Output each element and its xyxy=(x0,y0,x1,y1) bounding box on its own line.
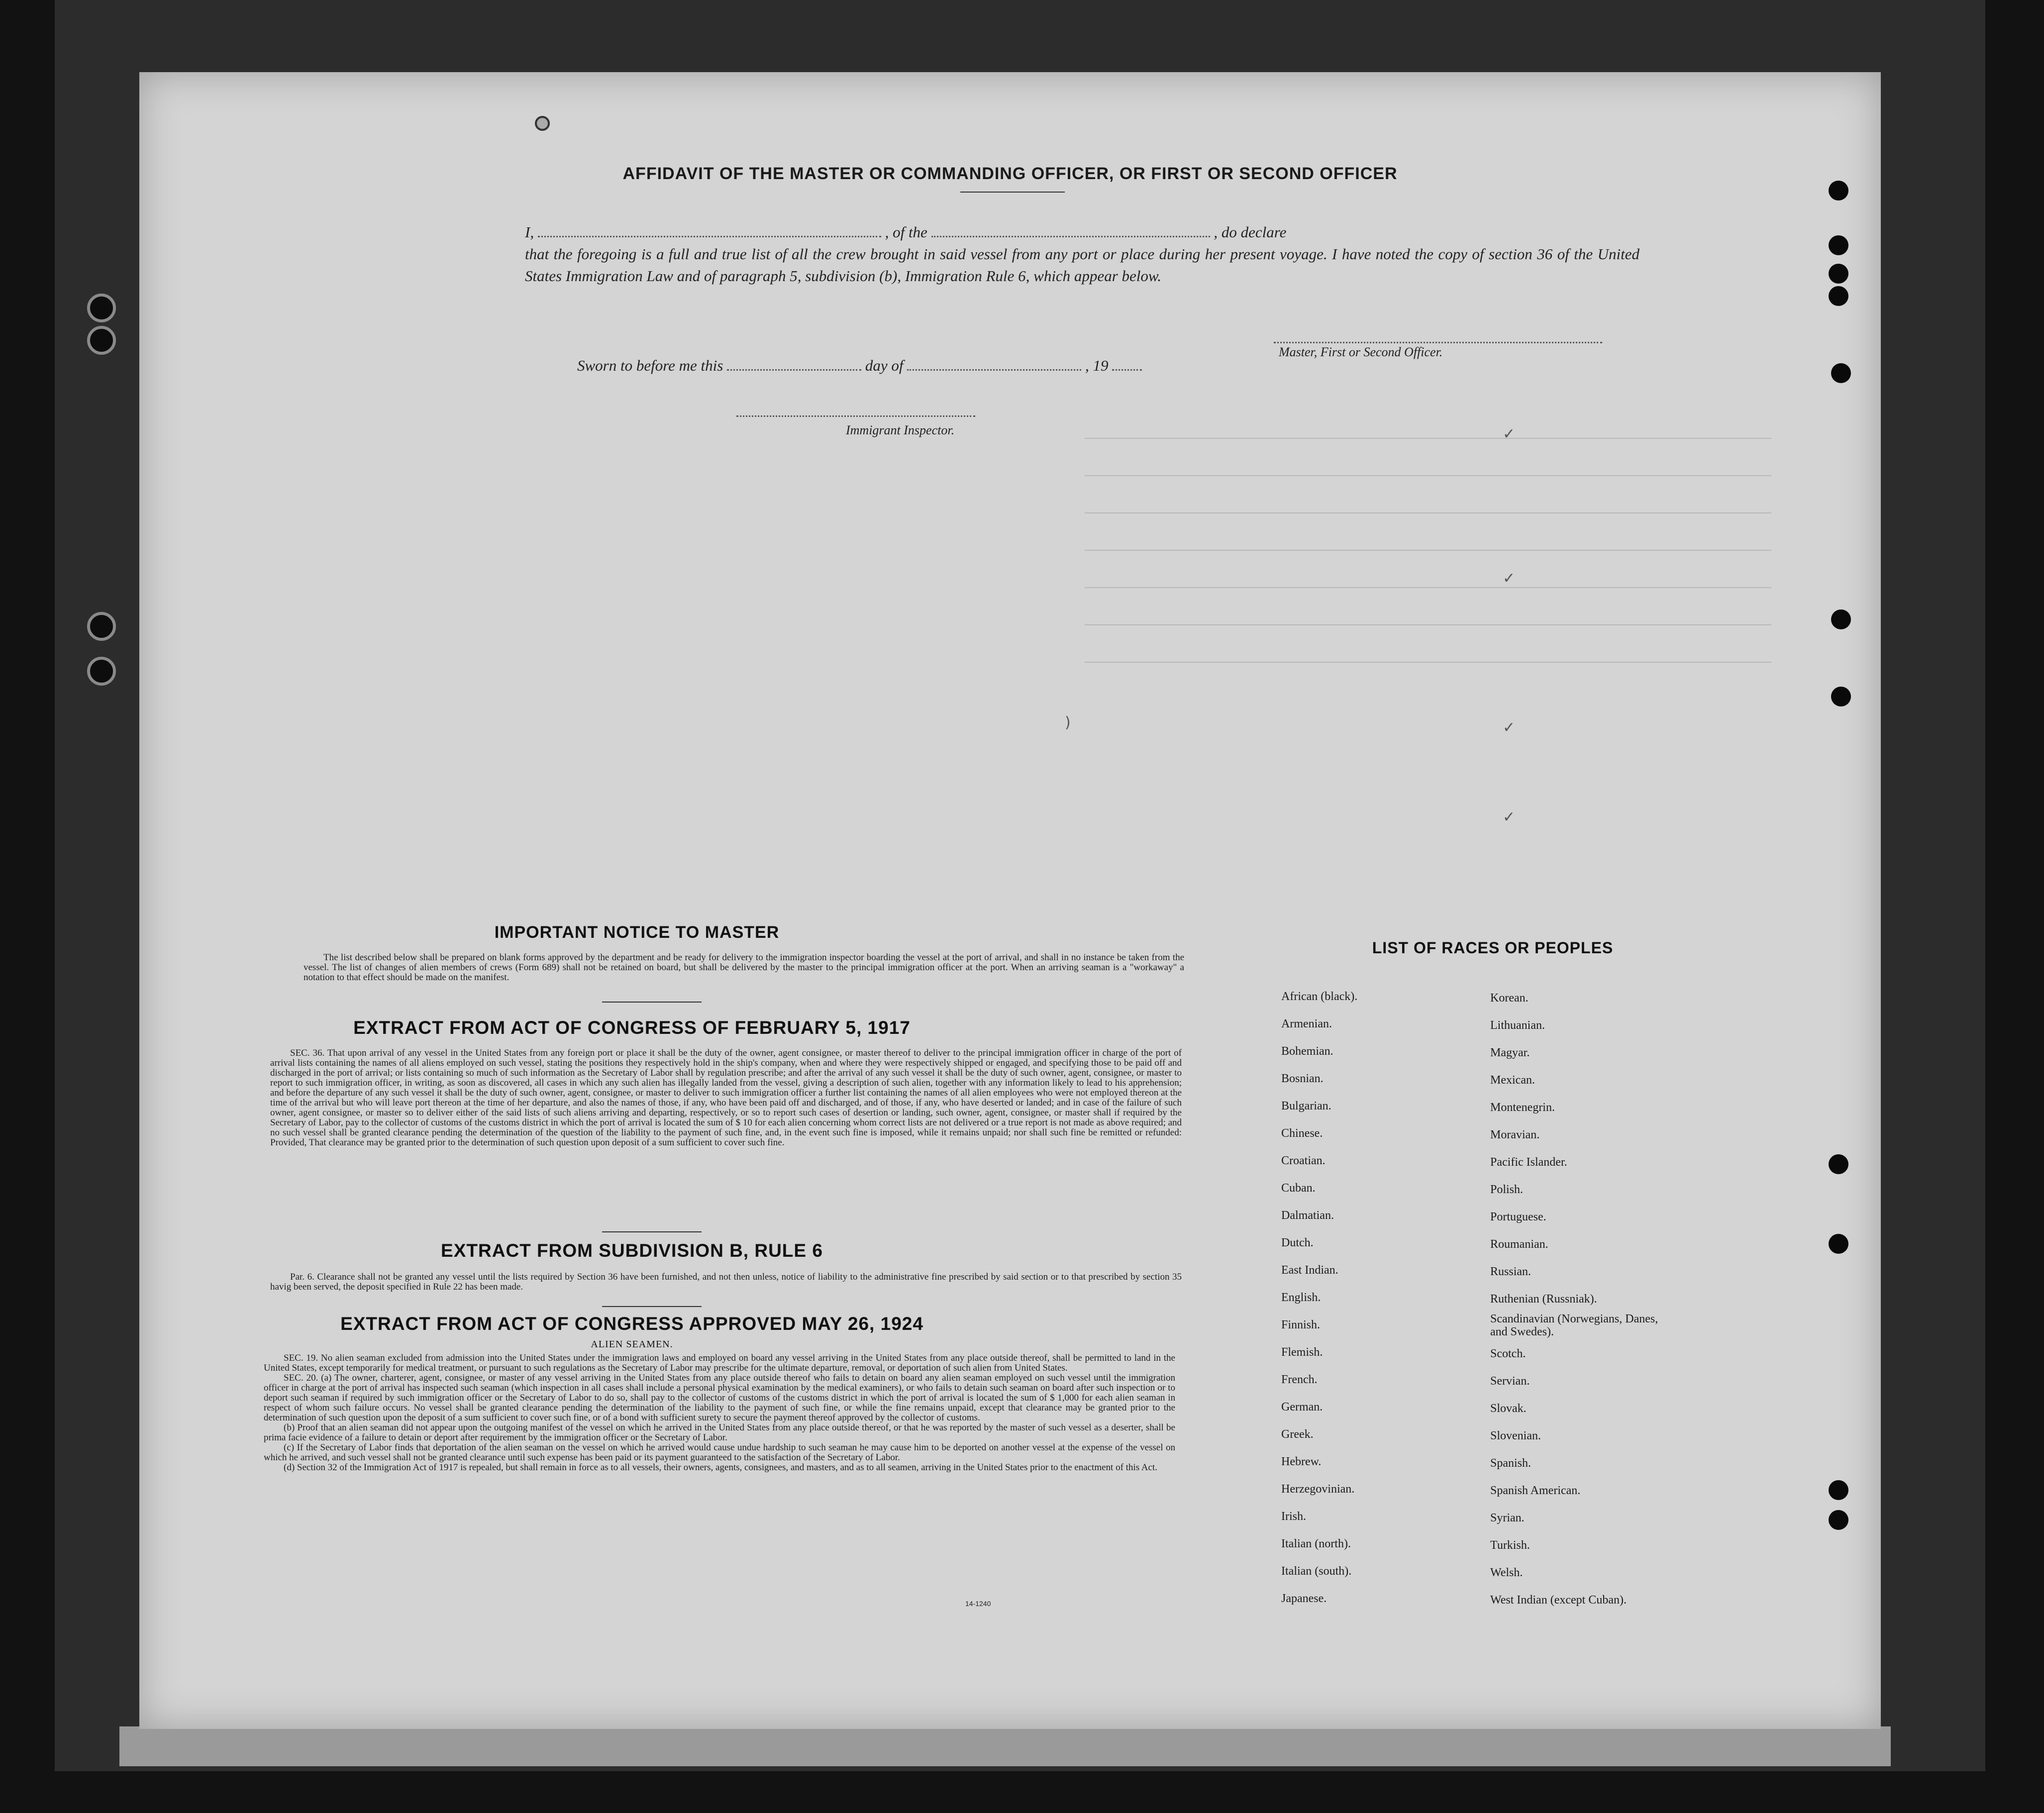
master-signature-label: Master, First or Second Officer. xyxy=(1279,345,1443,359)
bleed-through-line xyxy=(1085,512,1771,513)
binder-hole xyxy=(87,326,116,355)
extract-rule6-paragraph: Par. 6. Clearance shall not be granted any vessel until the lists required by Section 36 have been furnished, and not then unless, notice of liability to the administrative fine prescribed by said section or to that prescribed by section 35 havig been served, the deposit specified in Rule 22 has been made. xyxy=(270,1272,1182,1292)
extract-1924-body xyxy=(264,1353,1175,1473)
affidavit-title: AFFIDAVIT OF THE MASTER OR COMMANDING OFFICER, OR FIRST OR SECOND OFFICER xyxy=(622,164,1398,183)
punch-hole xyxy=(1831,609,1851,629)
race-left-item: Armenian. xyxy=(1281,1017,1332,1030)
check-mark: ✓ xyxy=(1503,719,1516,736)
punch-hole xyxy=(1829,286,1848,306)
race-right-item: Slovak. xyxy=(1490,1402,1527,1415)
punch-hole xyxy=(1829,1234,1848,1254)
backing-right-strip xyxy=(1985,0,2044,1813)
check-mark: ✓ xyxy=(1503,808,1516,826)
affidavit-of-the: , of the xyxy=(885,223,927,241)
title-rule xyxy=(960,192,1065,193)
punch-hole xyxy=(1829,1480,1848,1500)
race-right-item: Portuguese. xyxy=(1490,1210,1546,1223)
extract-1924-paragraph: SEC. 20. (a) The owner, charterer, agent, consignee, or master of any vessel arriving in the United States from any place outside thereof who fails to detain on board any alien seaman employed on such vessel until the immigration officer in charge at the port of arrival has inspected such seaman (which inspection in all cases shall include a personal physical examination by the medical examiners), or who fails to detain such seaman on board after such inspection or to deport such seaman if required by such immigration officer or the Secretary of Labor to do so, shall pay to the collector of customs of the customs district in which the port of arrival is located the sum of $ 1,000 for each alien seaman in respect of whom such failure occurs. No vessel shall be granted clearance pending the determination of the liability to the payment of such fine, or while the fine remains unpaid, except that clearance may be granted prior to the determination of such question upon the deposit of a sum sufficient to cover such fine, or of a bond with sufficient surety to secure the payment thereof approved by the collector of customs. xyxy=(264,1373,1175,1423)
extract-1917-title: EXTRACT FROM ACT OF CONGRESS OF FEBRUARY 5, 1917 xyxy=(353,1017,911,1038)
race-right-item: Lithuanian. xyxy=(1490,1019,1545,1032)
sworn-line xyxy=(577,357,1142,375)
race-right-item: Spanish American. xyxy=(1490,1484,1581,1497)
affidavit-body: that the foregoing is a full and true list of all the crew brought in said vessel from any port or place during her present voyage. I have noted the copy of section 36 of the United States Immigration Law and of paragraph 5, subdivision (b), Immigration Rule 6, which appear below. xyxy=(525,245,1639,285)
race-left-item: Cuban. xyxy=(1281,1182,1316,1195)
check-mark: ) xyxy=(1065,714,1071,731)
race-left-item: Hebrew. xyxy=(1281,1455,1322,1468)
race-left-item: Herzegovinian. xyxy=(1281,1483,1355,1496)
extract-rule6-title: EXTRACT FROM SUBDIVISION B, RULE 6 xyxy=(441,1240,823,1261)
bleed-through-line xyxy=(1085,587,1771,588)
race-right-item: Montenegrin. xyxy=(1490,1101,1555,1114)
extract-1924-subtitle: ALIEN SEAMEN. xyxy=(591,1339,673,1350)
document-page xyxy=(139,72,1881,1729)
extract-1917-body xyxy=(270,1048,1182,1148)
notice-title: IMPORTANT NOTICE TO MASTER xyxy=(494,923,780,942)
extract-1917-rule xyxy=(602,1231,702,1232)
sworn-day-of: day of xyxy=(865,357,904,374)
race-left-item: Finnish. xyxy=(1281,1318,1321,1331)
race-right-item: Moravian. xyxy=(1490,1128,1540,1141)
race-left-item: French. xyxy=(1281,1373,1318,1386)
bleed-through-line xyxy=(1085,624,1771,625)
bleed-through-line xyxy=(1085,438,1771,439)
binder-hole xyxy=(87,657,116,686)
affidavit-text xyxy=(525,221,1639,287)
inspector-label: Immigrant Inspector. xyxy=(846,423,955,437)
extract-rule6-body xyxy=(270,1272,1182,1292)
race-left-item: Flemish. xyxy=(1281,1346,1323,1359)
race-right-item: Pacific Islander. xyxy=(1490,1156,1567,1169)
extract-1924-paragraph: SEC. 19. No alien seaman excluded from admission into the United States under the immigration laws and employed on board any vessel arriving in the United States from any place outside thereof, shall be permitted to land in the United States, except temporarily for medical treatment, or pursuant to such regulations as the Secretary of Labor may prescribe for the ultimate departure, removal, or deportation of such alien from United States. xyxy=(264,1353,1175,1373)
punch-hole xyxy=(1829,264,1848,284)
extract-rule6-rule xyxy=(602,1306,702,1307)
vessel-blank xyxy=(931,227,1210,237)
race-left-item: Dalmatian. xyxy=(1281,1209,1334,1222)
form-number: 14-1240 xyxy=(965,1600,991,1608)
master-signature-line xyxy=(1274,341,1602,343)
race-right-item: Slovenian. xyxy=(1490,1429,1541,1442)
check-mark: ✓ xyxy=(1503,570,1516,587)
race-right-item: Scotch. xyxy=(1490,1347,1526,1360)
day-blank xyxy=(727,360,861,371)
race-right-item: Servian. xyxy=(1490,1375,1530,1388)
punch-hole xyxy=(1829,1510,1848,1530)
extract-1924-paragraph: (b) Proof that an alien seaman did not appear upon the outgoing manifest of the vessel on which he arrived in the United States from any place outside thereof, or that he was reported by the master of such vessel as a deserter, shall be prima facie evidence of a failure to detain or deport after requirement by the immigration officer or the Secretary of Labor. xyxy=(264,1422,1175,1443)
affidavit-line-1 xyxy=(525,221,1639,243)
sworn-year: , 19 xyxy=(1085,357,1109,374)
notice-paragraph: The list described below shall be prepared on blank forms approved by the department and be ready for delivery to the immigration inspector boarding the vessel at the port of arrival, and shall in no instance be taken from the vessel. The list of changes of alien members of crews (Form 689) shall not be retained on board, but shall be delivered by the master to the principal immigration officer at the port. When an arriving seaman is a "workaway" a notation to that effect should be made on the manifest. xyxy=(304,952,1184,983)
backing-left-strip xyxy=(0,0,55,1813)
race-right-item: Mexican. xyxy=(1490,1074,1535,1087)
race-left-item: German. xyxy=(1281,1401,1323,1413)
race-left-item: African (black). xyxy=(1281,990,1358,1003)
bleed-through-line xyxy=(1085,662,1771,663)
race-left-item: Bohemian. xyxy=(1281,1045,1333,1058)
check-mark: ✓ xyxy=(1503,425,1516,443)
extract-1917-paragraph: SEC. 36. That upon arrival of any vessel in the United States from any foreign port or place it shall be the duty of the owner, agent consignee, or master thereof to deliver to the principal immigration officer in charge of the port of arrival lists containing the names of all aliens employed on such vessel, stating the positions they respectively hold in the ship's company, when and where they were respectively shipped or engaged, and specifying those to be paid off and discharged in the port of arrival; or lists containing so much of such information as the Secretary of Labor shall by regulation prescribe; and after the arrival of any such vessel it shall be the duty of such owner, agent, consignee, or master to report to such immigration officer, in writing, as soon as discovered, all cases in which any such alien has illegally landed from the vessel, giving a description of such alien, together with any information likely to lead to his apprehension; and before the departure of any such vessel it shall be the duty of such owner, agent, consignee, or master to deliver to such immigration officer a further list containing the names of all alien employees who were not employed thereon at the time of the arrival but who will leave port thereon at the time of her departure, and also the names of those, if any, who have been paid off and discharged, and of those, if any, who have deserted or landed; and in case of the failure of such owner, agent consignee, or master so to deliver either of the said lists of such aliens arriving and departing, respectively, or so to report such cases of desertion or landing, such owner, agent, consignee, or master shall if required by the Secretary of Labor, pay to the collector of customs of the customs district in which the port of arrival is located the sum of $ 10 for each alien concerning whom correct lists are not delivered or a true report is not made as above required; and no such vessel shall be granted clearance pending the determination of the question of the liability to the payment of such fine, and, in the event such fine is imposed, while it remains unpaid; nor shall such fine be remitted or refunded: Provided, That clearance may be granted prior to the determination of such question upon deposit of a sum sufficient to cover such fine. xyxy=(270,1048,1182,1148)
race-left-item: Croatian. xyxy=(1281,1154,1326,1167)
extract-1924-paragraph: (c) If the Secretary of Labor finds that deportation of the alien seaman on the vessel on which he arrived would cause undue hardship to such seaman he may cause him to be deported on another vessel at the expense of the vessel on which he arrived, and such vessel shall not be granted clearance until such expense has been paid or its payment guaranteed to the satisfaction of the Secretary of Labor. xyxy=(264,1442,1175,1463)
race-left-item: Japanese. xyxy=(1281,1592,1327,1605)
race-left-item: East Indian. xyxy=(1281,1264,1338,1277)
punch-hole xyxy=(1829,1154,1848,1174)
race-right-item: Roumanian. xyxy=(1490,1238,1548,1251)
race-left-item: English. xyxy=(1281,1291,1321,1304)
notice-body xyxy=(304,953,1184,983)
punch-hole xyxy=(1829,181,1848,201)
affidavit-i: I, xyxy=(525,223,534,241)
race-right-item: Ruthenian (Russniak). xyxy=(1490,1293,1597,1306)
punch-hole xyxy=(1831,687,1851,706)
race-right-item: Syrian. xyxy=(1490,1511,1525,1524)
bleed-through-line xyxy=(1085,475,1771,476)
race-right-item: Welsh. xyxy=(1490,1566,1523,1579)
punch-hole xyxy=(1829,235,1848,255)
year-blank xyxy=(1112,360,1142,371)
race-left-item: Bosnian. xyxy=(1281,1072,1324,1085)
sworn-prefix: Sworn to before me this xyxy=(577,357,723,374)
extract-1924-title: EXTRACT FROM ACT OF CONGRESS APPROVED MAY 26, 1924 xyxy=(340,1313,923,1334)
backing-bottom-strip xyxy=(0,1771,2044,1813)
race-right-item: Polish. xyxy=(1490,1183,1524,1196)
month-blank xyxy=(907,360,1081,371)
race-left-item: Dutch. xyxy=(1281,1236,1314,1249)
binder-hole xyxy=(87,294,116,322)
race-left-item: Italian (south). xyxy=(1281,1565,1352,1578)
race-right-item: Turkish. xyxy=(1490,1539,1530,1552)
extract-1924-paragraph: (d) Section 32 of the Immigration Act of 1917 is repealed, but shall remain in force as to all vessels, their owners, agents, consignees, and masters, and as to all seamen, arriving in the United States prior to the enactment of this Act. xyxy=(284,1462,1157,1473)
underlying-page xyxy=(119,1726,1891,1766)
race-left-item: Irish. xyxy=(1281,1510,1306,1523)
name-blank xyxy=(538,227,881,237)
punch-hole xyxy=(1831,363,1851,383)
race-left-item: Greek. xyxy=(1281,1428,1314,1441)
race-left-item: Italian (north). xyxy=(1281,1537,1351,1550)
race-right-item: Russian. xyxy=(1490,1265,1532,1278)
race-left-item: Bulgarian. xyxy=(1281,1100,1331,1112)
affidavit-declare: , do declare xyxy=(1214,223,1287,241)
race-right-item: West Indian (except Cuban). xyxy=(1490,1594,1627,1607)
race-right-item: Spanish. xyxy=(1490,1457,1532,1470)
inspector-signature-line xyxy=(736,414,975,417)
race-left-item: Chinese. xyxy=(1281,1127,1323,1140)
race-right-item: Korean. xyxy=(1490,992,1529,1005)
races-title: LIST OF RACES OR PEOPLES xyxy=(1372,939,1614,957)
bleed-through-line xyxy=(1085,550,1771,551)
race-right-item: Magyar. xyxy=(1490,1046,1530,1059)
punch-hole xyxy=(535,116,550,131)
binder-hole xyxy=(87,612,116,641)
race-right-item: Scandinavian (Norwegians, Danes, and Swedes). xyxy=(1490,1312,1658,1338)
notice-rule xyxy=(602,1002,702,1003)
